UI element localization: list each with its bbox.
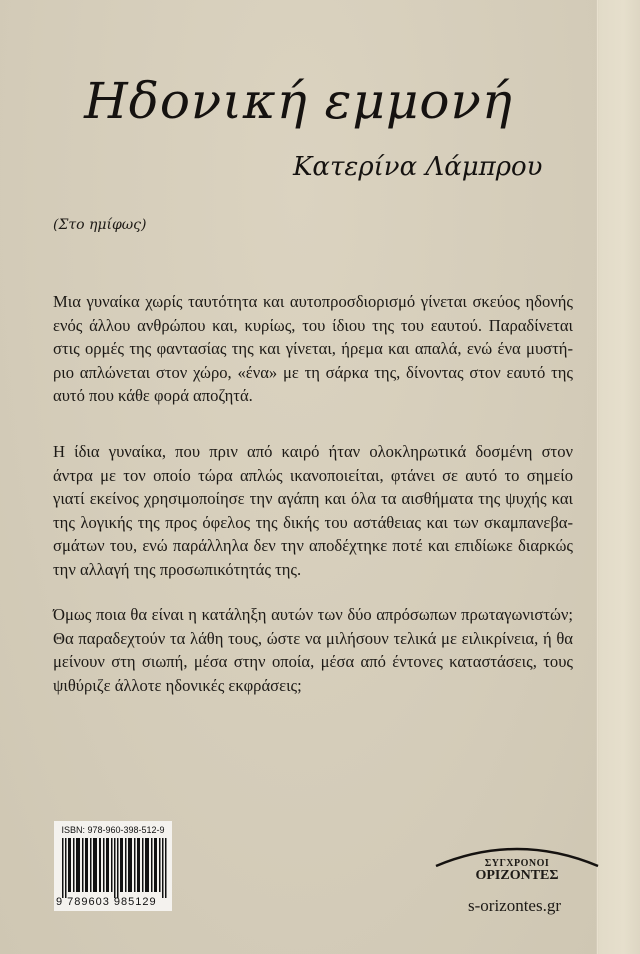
text-line: Θα παραδεχτούν τα λάθη τους, ώστε να μιλήσουν τελικά με ειλικρίνεια, ή θα xyxy=(53,628,573,648)
text-line: μείνουν στη σιωπή, μέσα στην οποία, μέσα από έντονες καταστάσεις, τους xyxy=(53,652,573,671)
text-line: Όμως ποια θα είναι η κατάληξη αυτών των δύο απρόσωπων πρωταγωνιστών; xyxy=(53,605,573,624)
text-line: ριο απλώνεται στον χώρο, «ένα» με τη σάρκα της, δίνοντας στον εαυτό της xyxy=(53,362,573,382)
text-line: γιατί εκείνος χρησιμοποίησε την αγάπη και όλα τα αισθήματα της ψυχής και xyxy=(53,489,573,508)
publisher-name-bottom: ΟΡΙΖΟΝΤΕΣ xyxy=(475,868,559,883)
blurb-paragraph-3 xyxy=(53,603,573,697)
blurb-paragraph-1 xyxy=(53,290,573,408)
text-line: σμάτων του, ενώ παράλληλα δεν την αποδέχτηκε ποτέ και επιδίωκε διαρκώς xyxy=(53,536,573,555)
isbn-barcode-box xyxy=(54,821,172,911)
book-title: Ηδονική εμμονή xyxy=(84,72,513,130)
publisher-website[interactable]: s-orizontes.gr xyxy=(468,896,562,915)
publisher-logo xyxy=(432,838,602,898)
subtitle-note: (Στο ημίφως) xyxy=(53,217,147,233)
text-line: Η ίδια γυναίκα, που πριν από καιρό ήταν ολοκληρωτικά δοσμένη στον xyxy=(53,442,573,461)
text-line: Μια γυναίκα χωρίς ταυτότητα και αυτοπροσδιορισμό γίνεται σκεύος ηδονής xyxy=(53,292,573,311)
text-line: ενός άλλου ανθρώπου και, κυρίως, του ίδιου της του εαυτού. Παραδίνεται xyxy=(53,315,573,335)
author-name: Κατερίνα Λάμπρου xyxy=(293,152,543,182)
barcode-digits: 9 789603 985129 xyxy=(56,896,157,908)
text-line: στις ορμές της φαντασίας της και γίνεται, ήρεμα και απαλά, ενώ ένα μυστή- xyxy=(53,339,573,358)
publisher-name-top: ΣΥΓΧΡΟΝΟΙ xyxy=(484,858,550,869)
text-line: άντρα με τον οποίο τώρα απλώς ικανοποιείται, φτάνει σε αυτό το σημείο xyxy=(53,465,573,485)
text-line: της λογικής της προς όφελος της δικής του αστάθειας και των σκαμπανεβα- xyxy=(53,512,573,532)
barcode-icon xyxy=(62,838,168,898)
text-line: αυτό που κάθε φορά αποζητά. xyxy=(53,386,253,405)
blurb-paragraph-2 xyxy=(53,440,573,581)
text-line: ψιθύριζε άλλοτε ηδονικές εκφράσεις; xyxy=(53,675,302,695)
isbn-label: ISBN: 978-960-398-512-9 xyxy=(61,825,165,835)
book-spine xyxy=(599,0,640,954)
text-line: την αλλαγή της προσωπικότητάς της. xyxy=(53,559,302,579)
